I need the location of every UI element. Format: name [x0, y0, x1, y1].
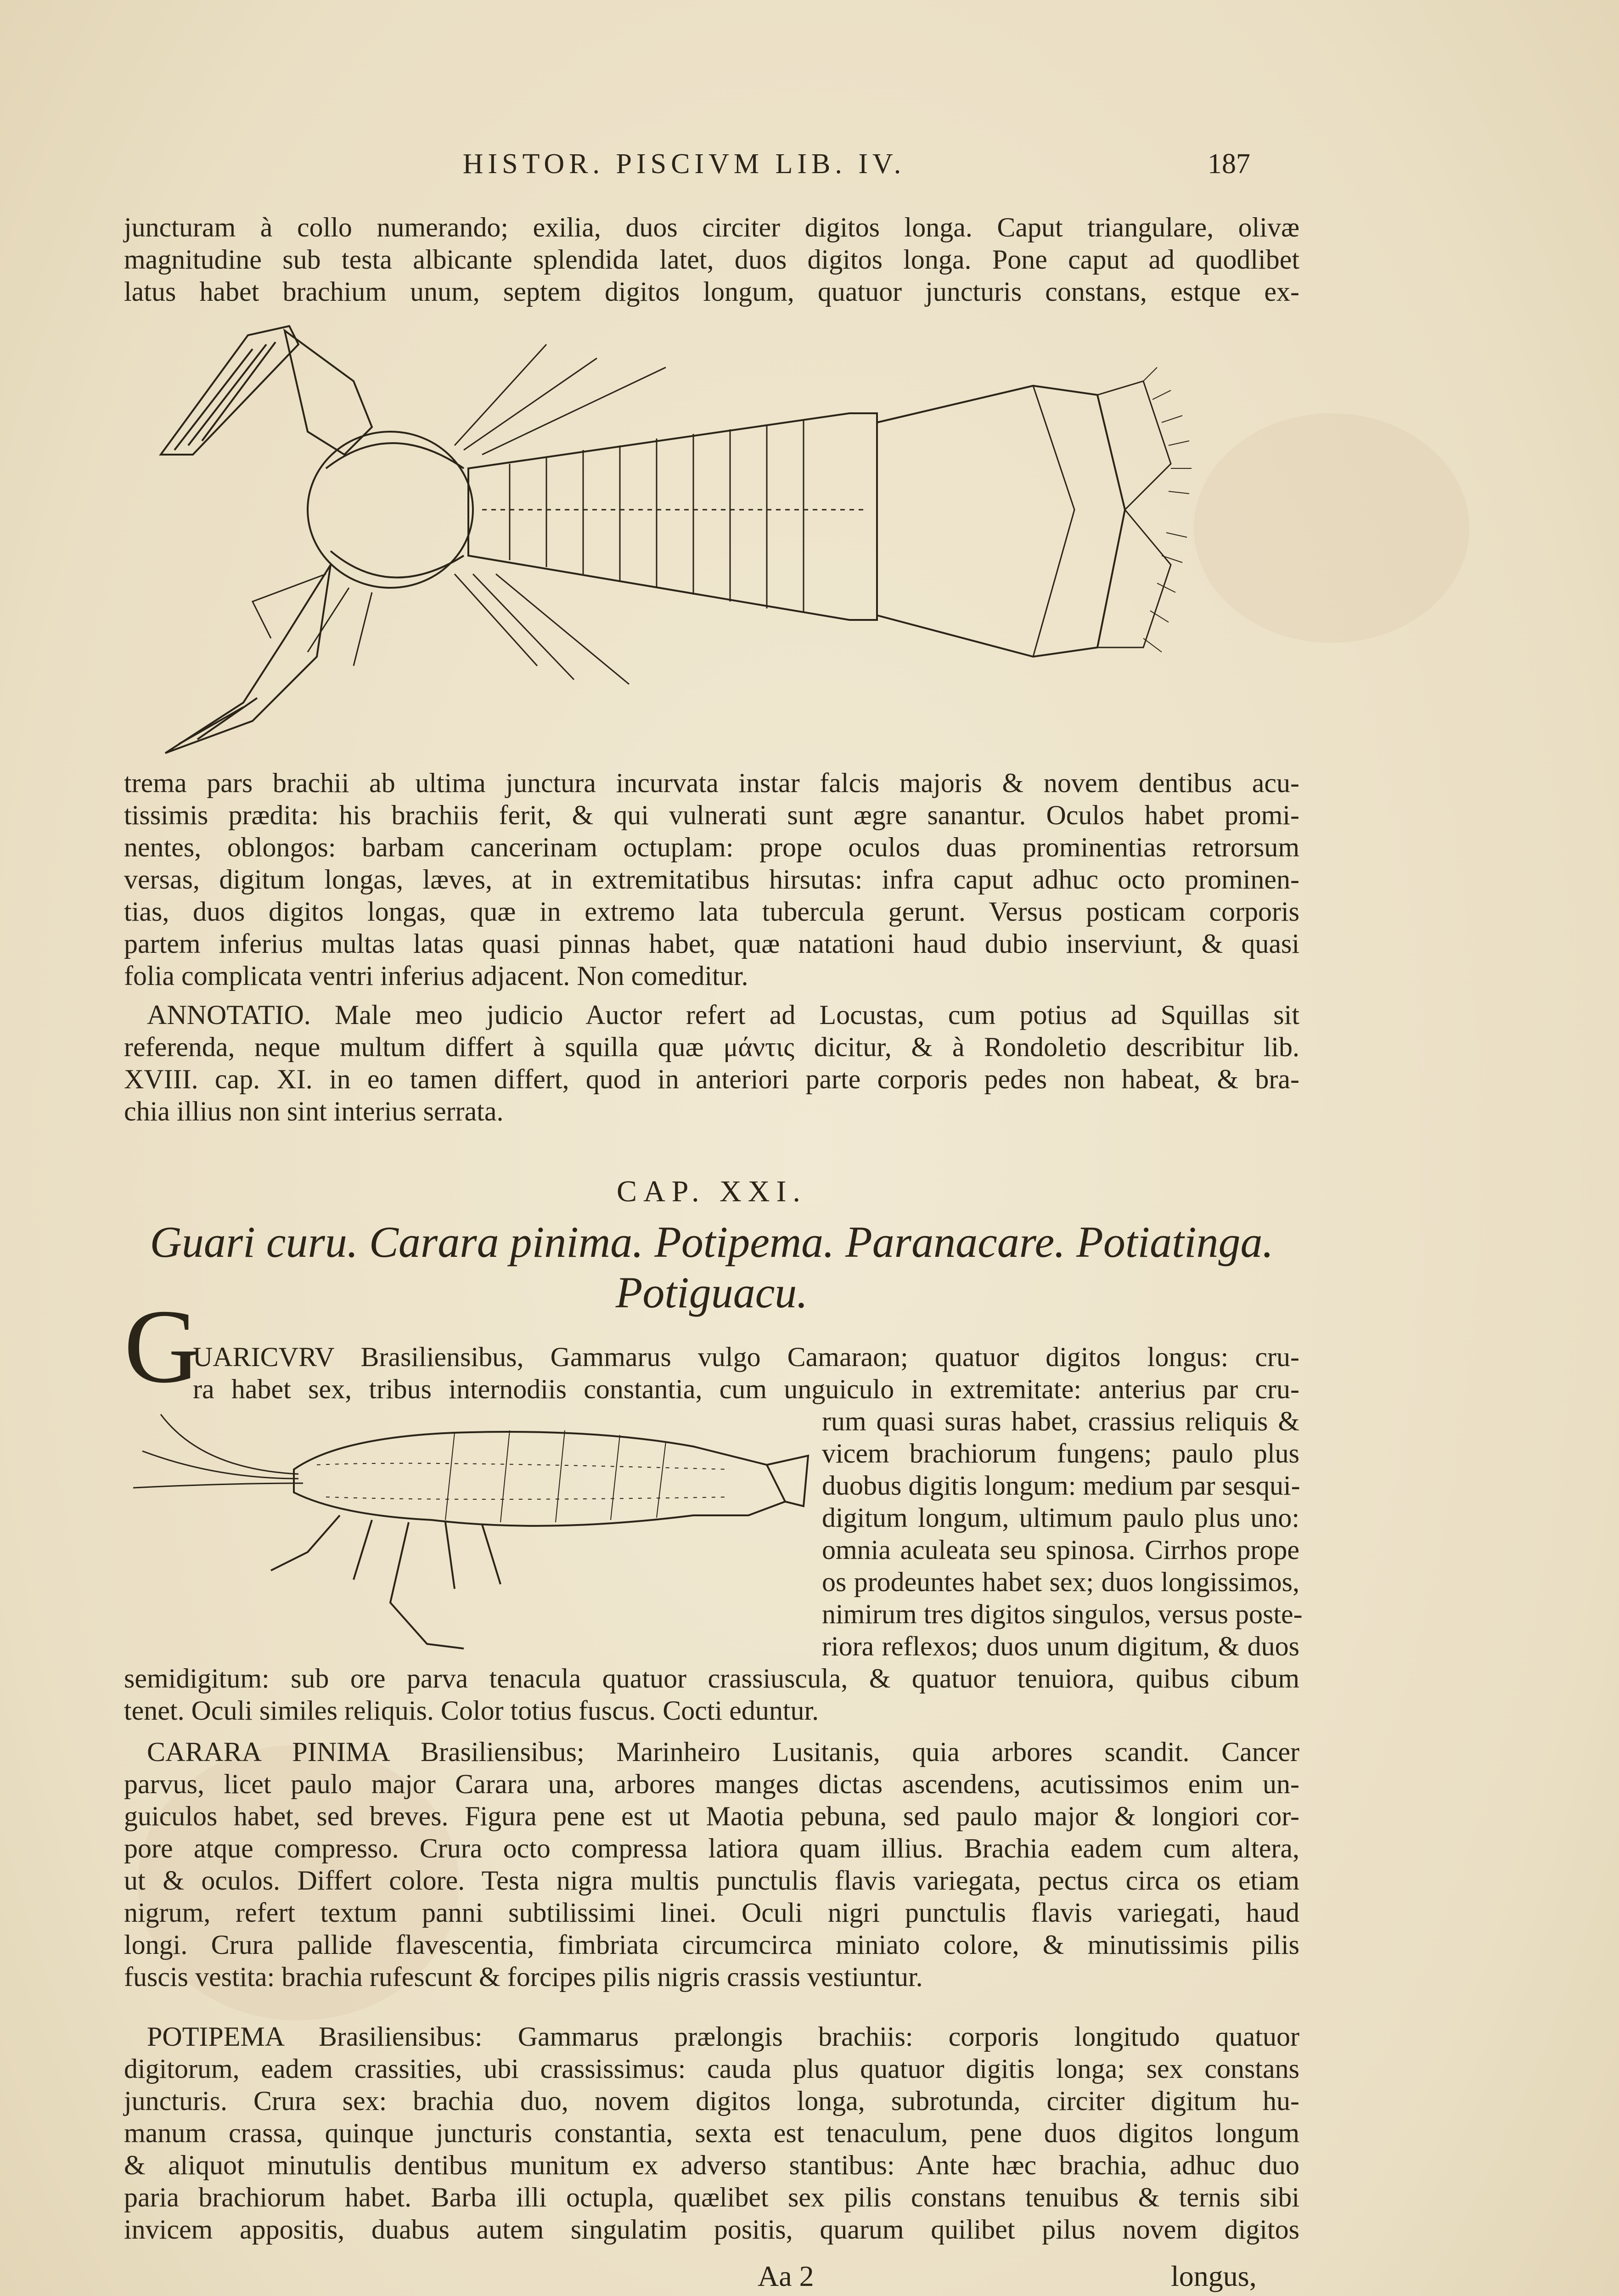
text-line: digitum longum, ultimum paulo plus uno:	[822, 1503, 1299, 1533]
text-line: latus habet brachium unum, septem digitos longum, quatuor juncturis constans, estque ex-	[124, 276, 1299, 307]
text-line: ra habet sex, tribus internodiis constantia, cum unguiculo in extremitate: anterius par cru-	[193, 1374, 1299, 1404]
text-line: ut & oculos. Differt colore. Testa nigra multis punctulis flavis variegata, pectus circa os etiam	[124, 1865, 1299, 1896]
running-head: HISTOR. PISCIVM LIB. IV.	[462, 148, 906, 180]
annotatio-line: chia illius non sint interius serrata.	[124, 1096, 504, 1126]
text-line: digitorum, eadem crassities, ubi crassissimus: cauda plus quatuor digitis longa; sex constans	[124, 2054, 1299, 2084]
signature-mark: Aa 2	[758, 2260, 814, 2292]
chapter-title: Guari curu. Carara pinima. Potipema. Paranacare. Potiatinga.	[150, 1217, 1274, 1266]
text-line: CARARA PINIMA Brasiliensibus; Marinheiro Lusitanis, quia arbores scandit. Cancer	[147, 1737, 1299, 1767]
annotatio-line: referenda, neque multum differt à squilla quæ μάντις dicitur, & à Rondoletio describitur lib.	[124, 1032, 1299, 1062]
text-line: omnia aculeata seu spinosa. Cirrhos prope	[822, 1535, 1299, 1565]
text-line: paria brachiorum habet. Barba illi octupla, quælibet sex pilis constans tenuibus & ternis sibi	[124, 2182, 1299, 2212]
drop-capital: G	[124, 1288, 201, 1405]
mantis-shrimp-woodcut	[133, 317, 1226, 758]
text-line: tias, duos digitos longas, quæ in extremo lata tubercula gerunt. Versus posticam corporis	[124, 896, 1299, 927]
catchword: longus,	[1171, 2260, 1257, 2292]
text-line: fuscis vestita: brachia rufescunt & forcipes pilis nigris crassis vestiuntur.	[124, 1962, 923, 1992]
text-line: POTIPEMA Brasiliensibus: Gammarus prælongis brachiis: corporis longitudo quatuor	[147, 2021, 1299, 2052]
text-line: manum crassa, quinque juncturis constantia, sexta est tenaculum, pene duos digitos longum	[124, 2118, 1299, 2148]
text-line: riora reflexos; duos unum digitum, & duos	[822, 1631, 1299, 1661]
text-line: vicem brachiorum fungens; paulo plus	[822, 1438, 1299, 1469]
text-line: duobus digitis longum: medium par sesqui-	[822, 1470, 1300, 1501]
shrimp-woodcut	[133, 1405, 813, 1662]
paper-stain	[1194, 413, 1469, 643]
text-line: guiculos habet, sed breves. Figura pene est ut Maotia pebuna, sed paulo major & longiori cor-	[124, 1801, 1299, 1831]
text-line: juncturam à collo numerando; exilia, duos circiter digitos longa. Caput triangulare, olivæ	[124, 212, 1299, 242]
text-line: tenet. Oculi similes reliquis. Color totius fuscus. Cocti eduntur.	[124, 1695, 819, 1726]
text-line: partem inferius multas latas quasi pinnas habet, quæ natationi haud dubio inserviunt, & quasi	[124, 929, 1299, 959]
text-line: parvus, licet paulo major Carara una, arbores manges dictas ascendens, acutissimos enim un-	[124, 1769, 1299, 1799]
text-line: trema pars brachii ab ultima junctura incurvata instar falcis majoris & novem dentibus acu-	[124, 768, 1299, 798]
text-line: pore atque compresso. Crura octo compressa latiora quam illius. Brachia eadem cum altera,	[124, 1833, 1299, 1863]
text-line: semidigitum: sub ore parva tenacula quatuor crassiuscula, & quatuor tenuiora, quibus cibum	[124, 1663, 1299, 1694]
text-line: tissimis prædita: his brachiis ferit, & qui vulnerati sunt ægre sanantur. Oculos habet promi-	[124, 800, 1299, 830]
annotatio-line: ANNOTATIO. Male meo judicio Auctor refert ad Locustas, cum potius ad Squillas sit	[147, 1000, 1299, 1030]
text-line: longi. Crura pallide flavescentia, fimbriata circumcirca miniato colore, & minutissimis pilis	[124, 1930, 1299, 1960]
text-line: invicem appositis, duabus autem singulatim positis, quarum quilibet pilus novem digitos	[124, 2214, 1299, 2245]
text-line: versas, digitum longas, læves, at in extremitatibus hirsutas: infra caput adhuc octo prominen-	[124, 864, 1299, 895]
annotatio-line: XVIII. cap. XI. in eo tamen differt, quod in anteriori parte corporis pedes non habeat, & bra-	[124, 1064, 1299, 1094]
text-line: folia complicata ventri inferius adjacent. Non comeditur.	[124, 961, 748, 991]
chapter-title: Potiguacu.	[615, 1268, 808, 1317]
text-line: os prodeuntes habet sex; duos longissimos,	[822, 1567, 1299, 1597]
text-line: magnitudine sub testa albicante splendida latet, duos digitos longa. Pone caput ad quodlibet	[124, 244, 1299, 275]
text-line: nigrum, refert textum panni subtilissimi linei. Oculi nigri punctulis flavis variegati, haud	[124, 1897, 1299, 1928]
text-line: rum quasi suras habet, crassius reliquis &	[822, 1406, 1299, 1436]
chapter-heading: CAP. XXI.	[617, 1175, 807, 1208]
text-line: juncturis. Crura sex: brachia duo, novem digitos longa, subrotunda, circiter digitum hu-	[124, 2086, 1299, 2116]
text-line: & aliquot minutulis dentibus munitum ex adverso stantibus: Ante hæc brachia, adhuc duo	[124, 2150, 1299, 2180]
text-line: UARICVRV Brasiliensibus, Gammarus vulgo Camaraon; quatuor digitos longus: cru-	[193, 1342, 1299, 1372]
text-line: nimirum tres digitos singulos, versus poste-	[822, 1599, 1303, 1629]
page-number: 187	[1208, 148, 1250, 180]
text-line: nentes, oblongos: barbam cancerinam octuplam: prope oculos duas prominentias retrorsum	[124, 832, 1299, 862]
